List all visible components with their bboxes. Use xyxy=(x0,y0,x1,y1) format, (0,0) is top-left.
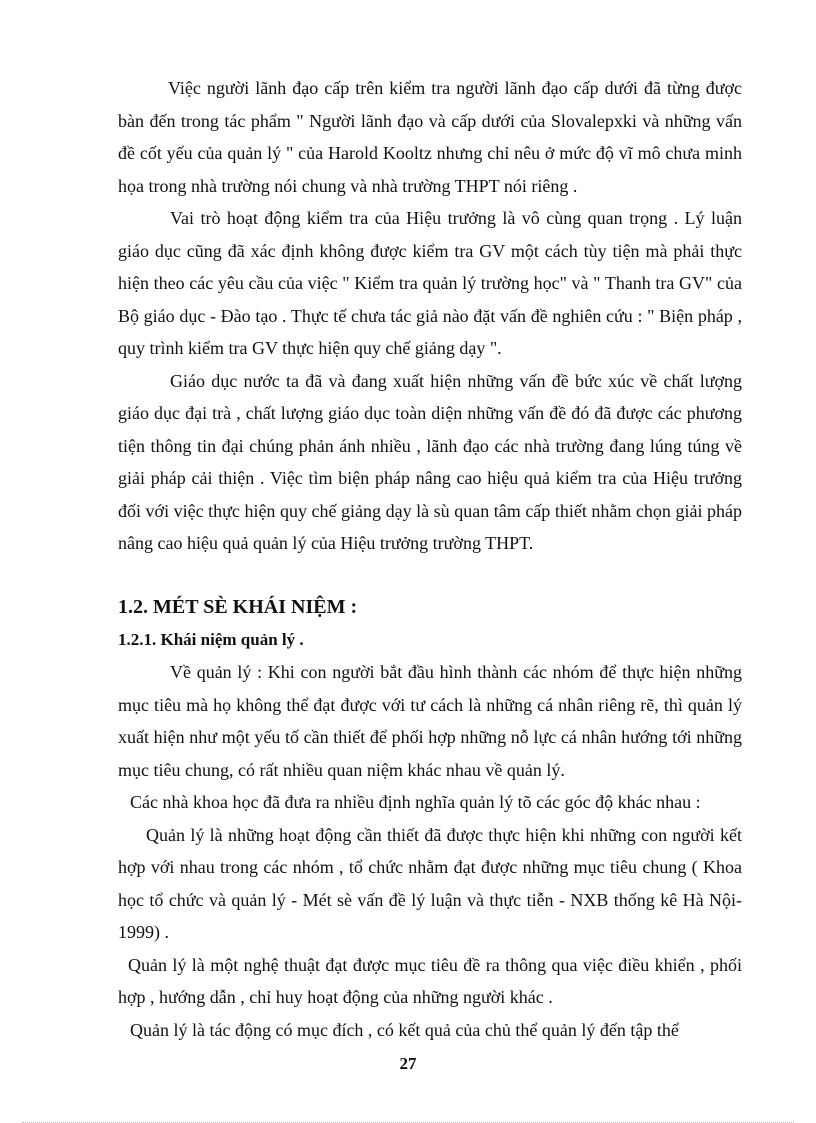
paragraph: Các nhà khoa học đã đưa ra nhiều định nghĩa quản lý tõ các góc độ khác nhau : xyxy=(130,792,701,812)
paragraph: Giáo dục nước ta đã và đang xuất hiện những vấn đề bức xúc về chất lượng giáo dục đại trà , chất lượng giáo dục toàn diện những vấn đề đó đã được các phương tiện thông tin đại chúng phản ánh nhiều , lãnh đạo các nhà trường đang lúng túng về giải pháp cải thiện . Việc tìm biện pháp nâng cao hiệu quả kiểm tra của Hiệu trưởng đối với việc thực hiện quy chế giảng dạy là sù quan tâm cấp thiết nhằm chọn giải pháp nâng cao hiệu quả quản lý của Hiệu trưởng trường THPT. xyxy=(118,370,742,553)
section-heading: 1.2. MÉT SÈ KHÁI NIỆM : xyxy=(118,596,358,618)
subsection-heading: 1.2.1. Khái niệm quản lý . xyxy=(118,630,304,649)
paragraph: Quản lý là một nghệ thuật đạt được mục tiêu đề ra thông qua việc điều khiển , phối hợp , hướng dẫn , chỉ huy hoạt động của những người khác . xyxy=(118,954,742,1007)
body-text-bottom xyxy=(118,656,742,1046)
paragraph: Về quản lý : Khi con người bắt đầu hình thành các nhóm để thực hiện những mục tiêu mà họ không thể đạt được với tư cách là những cá nhân riêng rẽ, thì quản lý xuất hiện như một yếu tố cần thiết để phối hợp những nỗ lực cá nhân hướng tới những mục tiêu chung, có rất nhiều quan niệm khác nhau về quản lý. xyxy=(118,662,742,780)
paragraph: Vai trò hoạt động kiểm tra của Hiệu trưởng là vô cùng quan trọng . Lý luận giáo dục cũng đã xác định không được kiểm tra GV một cách tùy tiện mà phải thực hiện theo các yêu cầu của việc " Kiểm tra quản lý trường học" và " Thanh tra GV" của Bộ giáo dục - Đào tạo . Thực tế chưa tác giả nào đặt vấn đề nghiên cứu : " Biện pháp , quy trình kiểm tra GV thực hiện quy chế giảng dạy ". xyxy=(118,208,742,358)
paragraph: Quản lý là những hoạt động cần thiết đã được thực hiện khi những con người kết hợp với nhau trong các nhóm , tổ chức nhằm đạt được những mục tiêu chung ( Khoa học tổ chức và quản lý - Mét sè vấn đề lý luận và thực tiễn - NXB thống kê Hà Nội-1999) . xyxy=(118,824,742,942)
paragraph: Quản lý là tác động có mục đích , có kết quả của chủ thể quản lý đến tập thể xyxy=(130,1019,679,1040)
body-text-top xyxy=(118,72,742,560)
page-number: 27 xyxy=(399,1054,417,1073)
paragraph: Việc người lãnh đạo cấp trên kiểm tra người lãnh đạo cấp dưới đã từng được bàn đến trong tác phẩm " Người lãnh đạo và cấp dưới của Slovalepxki và những vấn đề cốt yếu của quản lý " của Harold Kooltz nhưng chỉ nêu ở mức độ vĩ mô chưa minh họa trong nhà trường nói chung và nhà trường THPT nói riêng . xyxy=(118,78,742,196)
